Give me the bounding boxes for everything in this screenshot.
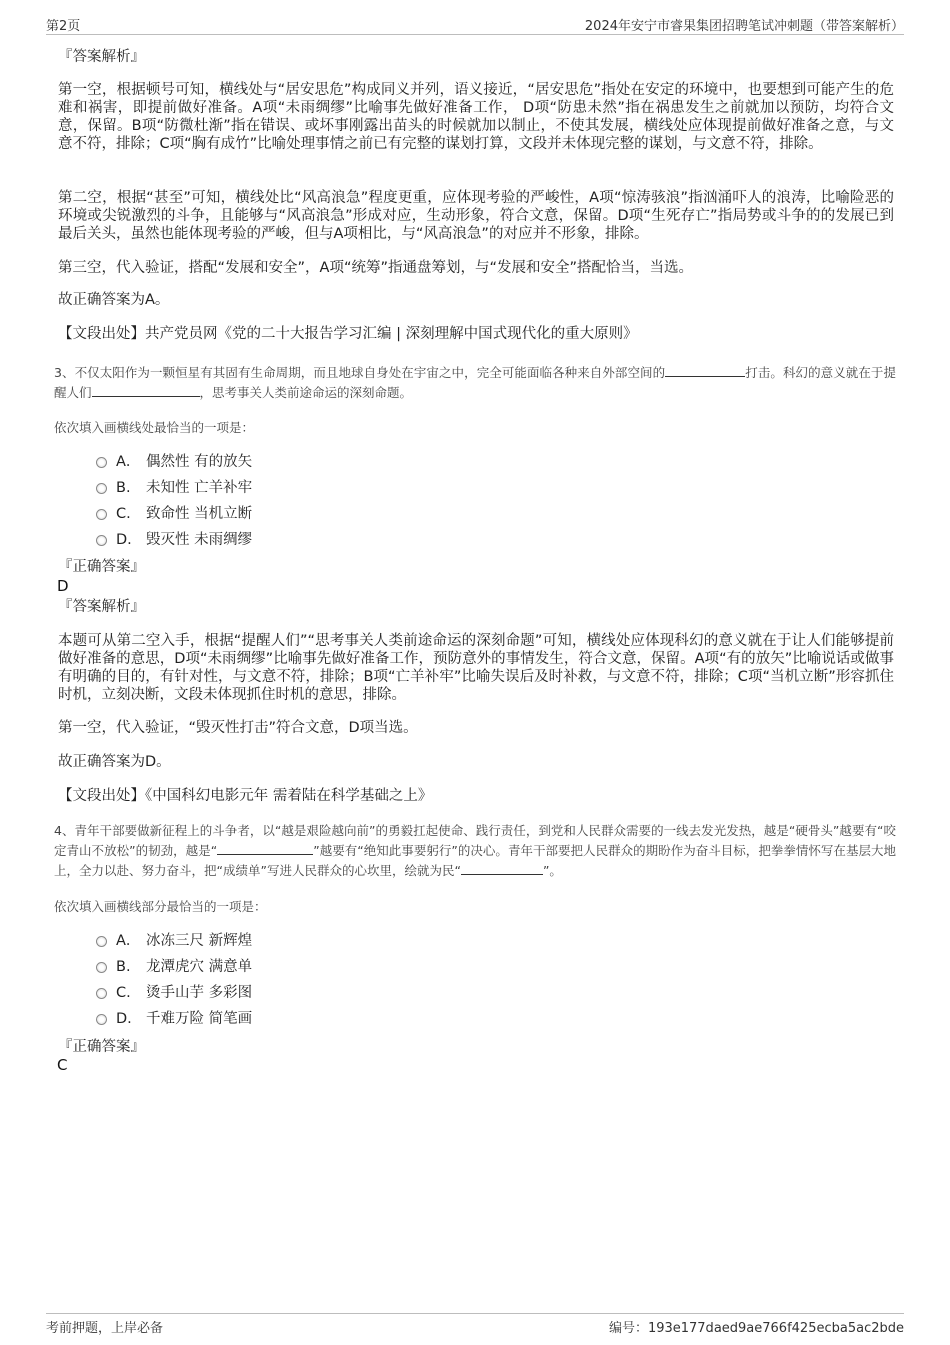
q3-blank-2 [92,384,200,397]
q3-correct-answer: D [57,577,69,595]
document-title: 2024年安宁市睿果集团招聘笔试冲刺题（带答案解析） [584,19,904,34]
q2-analysis-p2: 第二空，根据“甚至”可知，横线处比“风高浪急”程度更重，应体现考验的严峻性，A项“惊涛骇浪”指汹涌吓人的浪涛，比喻险恶的环境或尖锐激烈的斗争，且能够与“风高浪急”形成对应，生动形象，符合文意，保留。D项“生死存亡”指局势或斗争的的发展已到最后关头，虽然也能体现考验的严峻，但与A项相比，与“风高浪急”的对应并不形象，排除。 [58,190,894,242]
q4-correct-answer: C [57,1056,68,1074]
radio-icon[interactable] [96,988,107,999]
q3-blank-1 [665,364,745,377]
q2-analysis-label: 『答案解析』 [58,49,145,65]
radio-icon[interactable] [96,535,107,546]
document-serial: 编号：193e177daed9ae766f425ecba5ac2bde [608,1321,904,1336]
q2-analysis-p3: 第三空，代入验证，搭配“发展和安全”，A项“统筹”指通盘筹划，与“发展和安全”搭配恰当，当选。 [58,260,693,276]
q4-option-a[interactable]: A． 冰冻三尺 新辉煌 [96,930,252,952]
q3-analysis-label: 『答案解析』 [58,599,145,615]
page-header [46,14,904,35]
q2-analysis-p1: 第一空，根据顿号可知，横线处与“居安思危”构成同义并列，语义接近，“居安思危”指处在安定的环境中，也要想到可能产生的危难和祸害，即提前做好准备。A项“未雨绸缪”比喻事先做好准备工作， D项“防患未然”指在祸患发生之前就加以预防，均符合文意，保留。B项“防微杜渐”指在错误、或坏事刚露出苗头的时候就加以制止，不使其发展，横线处应体现提前做好准备之意，与文意不符，排除；C项“胸有成竹”比喻处理事情之前已有完整的谋划打算，文段并未体现完整的谋划，与文意不符，排除。 [58,82,894,152]
radio-icon[interactable] [96,457,107,468]
q3-stem: 3、不仅太阳作为一颗恒星有其固有生命周期，而且地球自身处在宇宙之中，完全可能面临各种来自外部空间的 打击。科幻的意义就在于提醒人们 ，思考事关人类前途命运的深刻命题。 [54,365,896,400]
radio-icon[interactable] [96,509,107,520]
radio-icon[interactable] [96,1014,107,1025]
q4-instruction: 依次填入画横线部分最恰当的一项是： [54,899,267,914]
q2-analysis-p4: 故正确答案为A。 [58,292,170,308]
q4-option-b[interactable]: B. 龙潭虎穴 满意单 [96,956,252,978]
q3-option-b[interactable]: B. 未知性 亡羊补牢 [96,477,252,499]
radio-icon[interactable] [96,962,107,973]
footer-slogan: 考前押题，上岸必备 [46,1321,164,1336]
q4-option-c[interactable]: C. 烫手山芋 多彩图 [96,982,252,1004]
q4-option-d[interactable]: D. 千难万险 简笔画 [96,1008,252,1030]
q3-option-d[interactable]: D. 毁灭性 未雨绸缪 [96,529,252,551]
q3-option-a[interactable]: A． 偶然性 有的放矢 [96,451,252,473]
q3-instruction: 依次填入画横线处最恰当的一项是： [54,420,255,435]
radio-icon[interactable] [96,936,107,947]
q3-correct-label: 『正确答案』 [58,559,145,575]
q4-correct-label: 『正确答案』 [58,1039,145,1055]
page-footer [46,1313,904,1336]
q3-analysis-p1: 本题可从第二空入手，根据“提醒人们”“思考事关人类前途命运的深刻命题”可知，横线处应体现科幻的意义就在于让人们能够提前做好准备的意思，D项“未雨绸缪”比喻事先做好准备工作，预防意外的事情发生，符合文意，保留。A项“有的放矢”比喻说话或做事有明确的目的，有针对性，与文意不符，排除；B项“亡羊补牢”比喻失误后及时补救，与文意不符，排除；C项“当机立断”形容抓住时机，立刻决断，文段未体现抓住时机的意思，排除。 [58,633,894,703]
q4-stem: 4、青年干部要做新征程上的斗争者，以“越是艰险越向前”的勇毅扛起使命、践行责任，到党和人民群众需要的一线去发光发热，越是“硬骨头”越要有“咬定青山不放松”的韧劲，越是“ ”越要有“绝知此事要躬行”的决心。青年干部要把人民群众的期盼作为奋斗目标，把拳拳情怀写在基层大地上，全力以赴、努力奋斗，把“成绩单”写进人民群众的心坎里，绘就为民“ ”。 [54,823,897,878]
page-number: 第2页 [46,19,81,34]
q3-source: 【文段出处】《中国科幻电影元年 需着陆在科学基础之上》 [58,788,433,804]
q3-analysis-p3: 故正确答案为D。 [58,754,171,770]
q4-blank-2 [461,862,543,875]
q2-source: 【文段出处】共产党员网《党的二十大报告学习汇编 | 深刻理解中国式现代化的重大原则》 [58,326,638,342]
q4-blank-1 [217,842,313,855]
q3-option-c[interactable]: C. 致命性 当机立断 [96,503,252,525]
radio-icon[interactable] [96,483,107,494]
q3-analysis-p2: 第一空，代入验证，“毁灭性打击”符合文意，D项当选。 [58,720,418,736]
